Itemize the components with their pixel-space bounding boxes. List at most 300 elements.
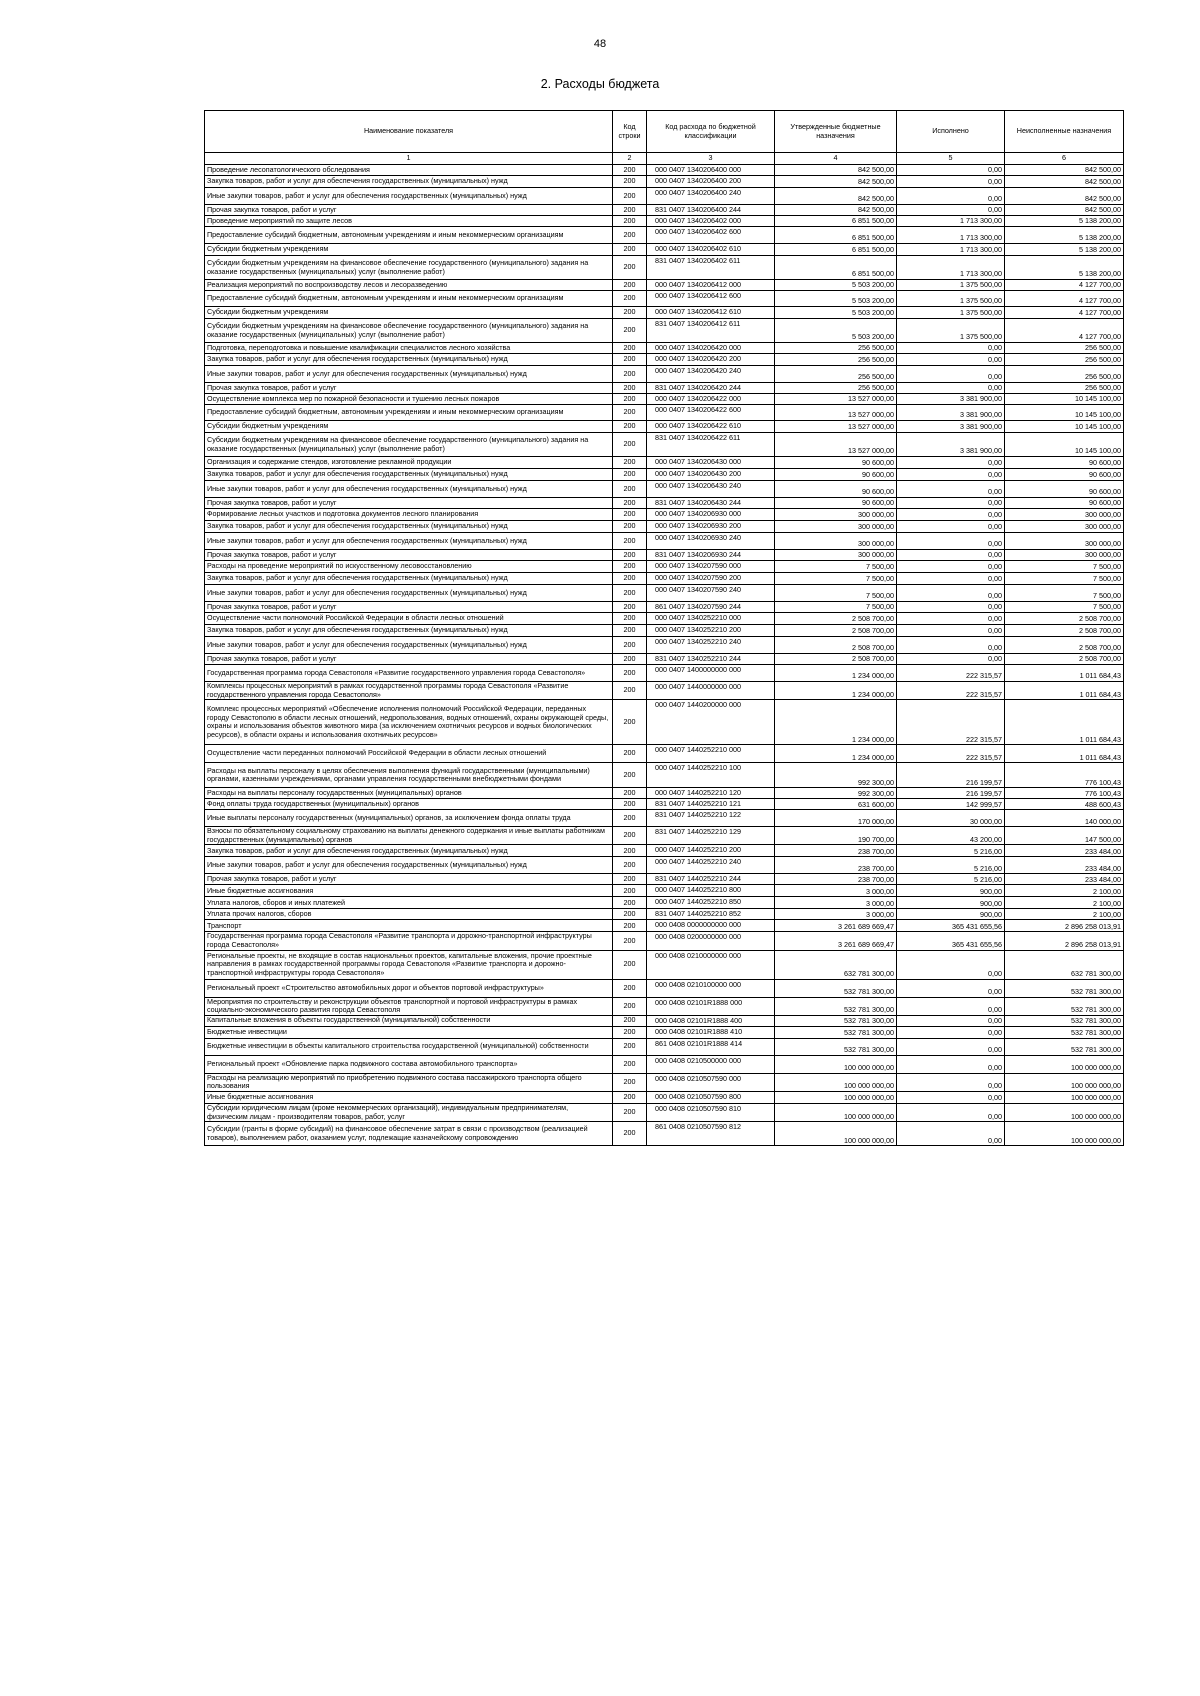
cell-unexecuted: 2 508 700,00 (1005, 625, 1124, 637)
cell-line: 200 (613, 654, 647, 665)
cell-executed: 0,00 (897, 625, 1005, 637)
cell-line: 200 (613, 573, 647, 585)
table-row (205, 366, 1124, 383)
cell-name: Комплекс процессных мероприятий «Обеспечение исполнения полномочий Российской Федерации, переданных городу Севастополю в области лесных отношений, недропользования, водных отношений, охраны окружающей среды, охраны и использования объектов животного мира (за исключением охотничьих ресурсов и водных биологических ресурсов), в области охраны и использования охотничьих ресурсов» (205, 700, 613, 745)
document-title: 2. Расходы бюджета (540, 77, 660, 91)
table-row (205, 950, 1124, 979)
cell-line: 200 (613, 1015, 647, 1026)
cell-line: 200 (613, 469, 647, 481)
cell-executed: 0,00 (897, 521, 1005, 533)
cell-line: 200 (613, 244, 647, 256)
cell-code: 000 0407 1340206400 240 (647, 188, 775, 205)
cell-approved: 842 500,00 (775, 205, 897, 216)
table-row (205, 405, 1124, 421)
cell-line: 200 (613, 354, 647, 366)
cell-name: Формирование лесных участков и подготовка документов лесного планирования (205, 509, 613, 521)
cell-code: 000 0407 1340206402 600 (647, 227, 775, 244)
cell-line: 200 (613, 291, 647, 307)
table-row (205, 602, 1124, 613)
cell-executed: 0,00 (897, 602, 1005, 613)
cell-line: 200 (613, 909, 647, 920)
cell-approved: 5 503 200,00 (775, 280, 897, 291)
cell-unexecuted: 90 600,00 (1005, 469, 1124, 481)
cell-executed: 1 375 500,00 (897, 307, 1005, 319)
cell-code: 000 0407 1440252210 200 (647, 845, 775, 857)
table-row (205, 498, 1124, 509)
cell-executed: 222 315,57 (897, 665, 1005, 682)
cell-code: 000 0407 1340206422 610 (647, 421, 775, 433)
cell-line: 200 (613, 319, 647, 343)
cell-code: 000 0407 1340207590 200 (647, 573, 775, 585)
cell-name: Субсидии бюджетным учреждениям на финансовое обеспечение государственного (муниципального) задания на оказание государственных (муниципальных) услуг (выполнение работ) (205, 433, 613, 457)
cell-unexecuted: 147 500,00 (1005, 827, 1124, 845)
cell-approved: 256 500,00 (775, 343, 897, 354)
cell-name: Прочая закупка товаров, работ и услуг (205, 654, 613, 665)
page-number: 48 (593, 38, 607, 50)
cell-unexecuted: 632 781 300,00 (1005, 950, 1124, 979)
cell-line: 200 (613, 637, 647, 654)
cell-executed: 0,00 (897, 654, 1005, 665)
cell-approved: 2 508 700,00 (775, 637, 897, 654)
cell-line: 200 (613, 745, 647, 763)
cell-code: 000 0407 1340206430 000 (647, 457, 775, 469)
cell-unexecuted: 233 484,00 (1005, 845, 1124, 857)
cell-name: Проведение лесопатологического обследования (205, 165, 613, 176)
cell-line: 200 (613, 979, 647, 997)
cell-unexecuted: 10 145 100,00 (1005, 394, 1124, 405)
cell-unexecuted: 2 508 700,00 (1005, 637, 1124, 654)
cell-approved: 842 500,00 (775, 188, 897, 205)
cell-approved: 90 600,00 (775, 498, 897, 509)
cell-code: 000 0407 1440252210 120 (647, 788, 775, 799)
cell-executed: 5 216,00 (897, 845, 1005, 857)
cell-executed: 1 713 300,00 (897, 256, 1005, 280)
cell-executed: 900,00 (897, 897, 1005, 909)
cell-unexecuted: 7 500,00 (1005, 561, 1124, 573)
cell-line: 200 (613, 550, 647, 561)
cell-code: 831 0407 1340206430 244 (647, 498, 775, 509)
cell-approved: 532 781 300,00 (775, 1038, 897, 1055)
table-row (205, 561, 1124, 573)
table-row (205, 932, 1124, 950)
header-expense-code: Код расхода по бюджетной классификации (647, 111, 775, 153)
cell-executed: 0,00 (897, 469, 1005, 481)
cell-executed: 0,00 (897, 366, 1005, 383)
cell-code: 000 0407 1340252210 000 (647, 613, 775, 625)
cell-line: 200 (613, 1091, 647, 1103)
cell-approved: 992 300,00 (775, 763, 897, 788)
cell-approved: 13 527 000,00 (775, 405, 897, 421)
cell-code: 831 0407 1340206400 244 (647, 205, 775, 216)
table-row (205, 188, 1124, 205)
cell-approved: 238 700,00 (775, 857, 897, 874)
cell-line: 200 (613, 1073, 647, 1091)
cell-line: 200 (613, 874, 647, 885)
column-number: 5 (897, 153, 1005, 165)
table-row (205, 1091, 1124, 1103)
cell-approved: 300 000,00 (775, 533, 897, 550)
cell-line: 200 (613, 366, 647, 383)
cell-code: 000 0408 02101R1888 410 (647, 1026, 775, 1038)
table-row (205, 763, 1124, 788)
cell-unexecuted: 256 500,00 (1005, 343, 1124, 354)
cell-line: 200 (613, 176, 647, 188)
table-row (205, 319, 1124, 343)
table-row (205, 343, 1124, 354)
cell-code: 831 0407 1440252210 129 (647, 827, 775, 845)
cell-name: Иные закупки товаров, работ и услуг для обеспечения государственных (муниципальных) нужд (205, 481, 613, 498)
cell-executed: 0,00 (897, 498, 1005, 509)
table-row (205, 810, 1124, 827)
cell-executed: 900,00 (897, 909, 1005, 920)
table-row (205, 920, 1124, 932)
cell-code: 000 0407 1340206422 000 (647, 394, 775, 405)
cell-code: 000 0407 1440000000 000 (647, 682, 775, 700)
cell-executed: 3 381 900,00 (897, 405, 1005, 421)
cell-unexecuted: 4 127 700,00 (1005, 291, 1124, 307)
cell-line: 200 (613, 1122, 647, 1146)
budget-expenses-table (204, 110, 1124, 1146)
cell-approved: 5 503 200,00 (775, 319, 897, 343)
cell-executed: 0,00 (897, 950, 1005, 979)
cell-approved: 7 500,00 (775, 585, 897, 602)
cell-approved: 100 000 000,00 (775, 1091, 897, 1103)
cell-executed: 900,00 (897, 885, 1005, 897)
cell-executed: 1 375 500,00 (897, 319, 1005, 343)
table-row (205, 165, 1124, 176)
cell-line: 200 (613, 433, 647, 457)
cell-approved: 5 503 200,00 (775, 307, 897, 319)
cell-name: Субсидии бюджетным учреждениям (205, 421, 613, 433)
cell-name: Региональный проект «Обновление парка подвижного состава автомобильного транспорта» (205, 1055, 613, 1073)
cell-name: Субсидии бюджетным учреждениям (205, 307, 613, 319)
cell-name: Расходы на выплаты персоналу государственных (муниципальных) органов (205, 788, 613, 799)
cell-code: 000 0408 0210507590 800 (647, 1091, 775, 1103)
cell-name: Иные закупки товаров, работ и услуг для обеспечения государственных (муниципальных) нужд (205, 857, 613, 874)
cell-executed: 0,00 (897, 585, 1005, 602)
cell-line: 200 (613, 383, 647, 394)
table-row (205, 799, 1124, 810)
cell-line: 200 (613, 602, 647, 613)
cell-line: 200 (613, 216, 647, 227)
column-number: 1 (205, 153, 613, 165)
table-row (205, 845, 1124, 857)
cell-unexecuted: 1 011 684,43 (1005, 745, 1124, 763)
cell-name: Субсидии бюджетным учреждениям на финансовое обеспечение государственного (муниципального) задания на оказание государственных (муниципальных) услуг (выполнение работ) (205, 319, 613, 343)
cell-approved: 532 781 300,00 (775, 979, 897, 997)
cell-approved: 100 000 000,00 (775, 1122, 897, 1146)
cell-executed: 1 713 300,00 (897, 244, 1005, 256)
cell-code: 000 0408 02101R1888 000 (647, 997, 775, 1015)
cell-code: 000 0407 1340206412 600 (647, 291, 775, 307)
cell-name: Прочая закупка товаров, работ и услуг (205, 383, 613, 394)
cell-unexecuted: 7 500,00 (1005, 585, 1124, 602)
cell-name: Закупка товаров, работ и услуг для обеспечения государственных (муниципальных) нужд (205, 469, 613, 481)
cell-executed: 0,00 (897, 979, 1005, 997)
table-row (205, 1073, 1124, 1091)
cell-code: 000 0407 1340206402 000 (647, 216, 775, 227)
cell-unexecuted: 842 500,00 (1005, 165, 1124, 176)
header-approved: Утвержденные бюджетные назначения (775, 111, 897, 153)
cell-approved: 992 300,00 (775, 788, 897, 799)
cell-code: 831 0407 1440252210 852 (647, 909, 775, 920)
cell-approved: 7 500,00 (775, 573, 897, 585)
cell-name: Субсидии (гранты в форме субсидий) на финансовое обеспечение затрат в связи с производством (реализацией товаров), выполнением работ, оказанием услуг, подлежащие казначейскому сопровождению (205, 1122, 613, 1146)
cell-approved: 6 851 500,00 (775, 244, 897, 256)
cell-code: 000 0407 1340206400 200 (647, 176, 775, 188)
cell-approved: 632 781 300,00 (775, 950, 897, 979)
cell-unexecuted: 5 138 200,00 (1005, 216, 1124, 227)
cell-code: 000 0408 02101R1888 400 (647, 1015, 775, 1026)
cell-executed: 3 381 900,00 (897, 421, 1005, 433)
cell-executed: 142 999,57 (897, 799, 1005, 810)
cell-executed: 0,00 (897, 1073, 1005, 1091)
cell-unexecuted: 5 138 200,00 (1005, 227, 1124, 244)
cell-code: 831 0407 1340206420 244 (647, 383, 775, 394)
table-row (205, 533, 1124, 550)
cell-code: 000 0407 1340206930 000 (647, 509, 775, 521)
cell-code: 000 0407 1440200000 000 (647, 700, 775, 745)
cell-unexecuted: 4 127 700,00 (1005, 280, 1124, 291)
cell-unexecuted: 532 781 300,00 (1005, 997, 1124, 1015)
cell-line: 200 (613, 521, 647, 533)
table-row (205, 585, 1124, 602)
cell-executed: 0,00 (897, 1026, 1005, 1038)
cell-name: Государственная программа города Севастополя «Развитие транспорта и дорожно-транспортной инфраструктуры города Севастополя» (205, 932, 613, 950)
cell-unexecuted: 256 500,00 (1005, 366, 1124, 383)
cell-unexecuted: 2 100,00 (1005, 885, 1124, 897)
cell-line: 200 (613, 799, 647, 810)
cell-name: Региональный проект «Строительство автомобильных дорог и объектов портовой инфраструктуры» (205, 979, 613, 997)
cell-name: Закупка товаров, работ и услуг для обеспечения государственных (муниципальных) нужд (205, 354, 613, 366)
table-row (205, 613, 1124, 625)
cell-approved: 3 000,00 (775, 909, 897, 920)
cell-unexecuted: 1 011 684,43 (1005, 700, 1124, 745)
cell-executed: 216 199,57 (897, 788, 1005, 799)
cell-line: 200 (613, 481, 647, 498)
cell-line: 200 (613, 343, 647, 354)
table-row (205, 1038, 1124, 1055)
cell-code: 831 0407 1440252210 244 (647, 874, 775, 885)
cell-line: 200 (613, 498, 647, 509)
cell-approved: 7 500,00 (775, 561, 897, 573)
cell-name: Реализация мероприятий по воспроизводству лесов и лесоразведению (205, 280, 613, 291)
table-row (205, 654, 1124, 665)
cell-unexecuted: 7 500,00 (1005, 602, 1124, 613)
cell-name: Государственная программа города Севастополя «Развитие государственного управления города Севастополя» (205, 665, 613, 682)
cell-name: Прочая закупка товаров, работ и услуг (205, 550, 613, 561)
cell-approved: 90 600,00 (775, 457, 897, 469)
cell-code: 000 0407 1340206930 200 (647, 521, 775, 533)
cell-approved: 13 527 000,00 (775, 433, 897, 457)
table-row (205, 256, 1124, 280)
cell-code: 000 0407 1440252210 850 (647, 897, 775, 909)
cell-approved: 170 000,00 (775, 810, 897, 827)
cell-approved: 100 000 000,00 (775, 1073, 897, 1091)
cell-code: 831 0407 1340206412 611 (647, 319, 775, 343)
table-header-row (205, 111, 1124, 153)
cell-name: Мероприятия по строительству и реконструкции объектов транспортной и портовой инфраструктуры в рамках социально-экономического развития города Севастополя (205, 997, 613, 1015)
cell-line: 200 (613, 205, 647, 216)
cell-name: Субсидии бюджетным учреждениям (205, 244, 613, 256)
cell-approved: 6 851 500,00 (775, 216, 897, 227)
cell-approved: 7 500,00 (775, 602, 897, 613)
cell-executed: 222 315,57 (897, 700, 1005, 745)
table-row (205, 909, 1124, 920)
cell-unexecuted: 300 000,00 (1005, 521, 1124, 533)
cell-line: 200 (613, 457, 647, 469)
cell-code: 000 0407 1340206430 240 (647, 481, 775, 498)
table-row (205, 176, 1124, 188)
cell-executed: 0,00 (897, 1091, 1005, 1103)
cell-name: Субсидии юридическим лицам (кроме некоммерческих организаций), индивидуальным предпринимателям, физическим лицам - производителям товаров, работ, услуг (205, 1103, 613, 1121)
cell-unexecuted: 90 600,00 (1005, 457, 1124, 469)
cell-code: 000 0408 0210100000 000 (647, 979, 775, 997)
cell-line: 200 (613, 509, 647, 521)
cell-executed: 222 315,57 (897, 682, 1005, 700)
cell-code: 000 0408 0210500000 000 (647, 1055, 775, 1073)
cell-line: 200 (613, 857, 647, 874)
cell-executed: 0,00 (897, 1015, 1005, 1026)
cell-unexecuted: 90 600,00 (1005, 481, 1124, 498)
cell-line: 200 (613, 1055, 647, 1073)
cell-name: Организация и содержание стендов, изготовление рекламной продукции (205, 457, 613, 469)
cell-approved: 100 000 000,00 (775, 1103, 897, 1121)
cell-code: 000 0408 0210000000 000 (647, 950, 775, 979)
header-executed: Исполнено (897, 111, 1005, 153)
cell-line: 200 (613, 165, 647, 176)
cell-approved: 631 600,00 (775, 799, 897, 810)
cell-name: Прочая закупка товаров, работ и услуг (205, 498, 613, 509)
table-row (205, 874, 1124, 885)
cell-unexecuted: 100 000 000,00 (1005, 1091, 1124, 1103)
table-row (205, 827, 1124, 845)
cell-executed: 0,00 (897, 354, 1005, 366)
cell-line: 200 (613, 682, 647, 700)
cell-name: Уплата налогов, сборов и иных платежей (205, 897, 613, 909)
cell-code: 000 0407 1340252210 200 (647, 625, 775, 637)
cell-approved: 1 234 000,00 (775, 745, 897, 763)
cell-code: 000 0407 1440252210 800 (647, 885, 775, 897)
cell-name: Предоставление субсидий бюджетным, автономным учреждениям и иным некоммерческим организациям (205, 291, 613, 307)
cell-approved: 238 700,00 (775, 874, 897, 885)
cell-code: 831 0407 1340206402 611 (647, 256, 775, 280)
table-row (205, 205, 1124, 216)
cell-executed: 43 200,00 (897, 827, 1005, 845)
cell-unexecuted: 2 508 700,00 (1005, 654, 1124, 665)
table-row (205, 1055, 1124, 1073)
cell-unexecuted: 10 145 100,00 (1005, 433, 1124, 457)
cell-line: 200 (613, 810, 647, 827)
cell-code: 000 0408 0210507590 000 (647, 1073, 775, 1091)
cell-name: Прочая закупка товаров, работ и услуг (205, 874, 613, 885)
cell-code: 000 0408 0200000000 000 (647, 932, 775, 950)
cell-unexecuted: 532 781 300,00 (1005, 1026, 1124, 1038)
cell-line: 200 (613, 188, 647, 205)
cell-unexecuted: 4 127 700,00 (1005, 307, 1124, 319)
cell-unexecuted: 1 011 684,43 (1005, 665, 1124, 682)
cell-line: 200 (613, 932, 647, 950)
cell-executed: 0,00 (897, 1038, 1005, 1055)
table-row (205, 1122, 1124, 1146)
cell-unexecuted: 10 145 100,00 (1005, 405, 1124, 421)
cell-line: 200 (613, 227, 647, 244)
cell-unexecuted: 100 000 000,00 (1005, 1122, 1124, 1146)
table-row (205, 550, 1124, 561)
cell-name: Предоставление субсидий бюджетным, автономным учреждениям и иным некоммерческим организациям (205, 405, 613, 421)
cell-name: Региональные проекты, не входящие в состав национальных проектов, капитальные вложения, прочие проектные направления в рамках государственной программы города Севастополя «Развитие транспорта и дорожно-транспортной инфраструктуры города Севастополя» (205, 950, 613, 979)
table-row (205, 469, 1124, 481)
cell-line: 200 (613, 533, 647, 550)
cell-approved: 3 000,00 (775, 885, 897, 897)
cell-name: Прочая закупка товаров, работ и услуг (205, 205, 613, 216)
cell-unexecuted: 776 100,43 (1005, 788, 1124, 799)
cell-name: Иные закупки товаров, работ и услуг для обеспечения государственных (муниципальных) нужд (205, 188, 613, 205)
cell-approved: 256 500,00 (775, 354, 897, 366)
cell-executed: 0,00 (897, 343, 1005, 354)
cell-unexecuted: 100 000 000,00 (1005, 1103, 1124, 1121)
cell-executed: 0,00 (897, 205, 1005, 216)
cell-name: Расходы на реализацию мероприятий по приобретению подвижного состава пассажирского транспорта общего пользования (205, 1073, 613, 1091)
table-body (205, 165, 1124, 1146)
cell-line: 200 (613, 561, 647, 573)
cell-unexecuted: 4 127 700,00 (1005, 319, 1124, 343)
cell-unexecuted: 5 138 200,00 (1005, 256, 1124, 280)
table-row (205, 383, 1124, 394)
cell-code: 000 0407 1340207590 000 (647, 561, 775, 573)
cell-unexecuted: 842 500,00 (1005, 188, 1124, 205)
cell-code: 000 0407 1440252210 100 (647, 763, 775, 788)
cell-code: 000 0407 1340252210 240 (647, 637, 775, 654)
cell-line: 200 (613, 307, 647, 319)
cell-approved: 100 000 000,00 (775, 1055, 897, 1073)
table-row (205, 625, 1124, 637)
cell-name: Капитальные вложения в объекты государственной (муниципальной) собственности (205, 1015, 613, 1026)
cell-line: 200 (613, 700, 647, 745)
cell-line: 200 (613, 1038, 647, 1055)
table-row (205, 897, 1124, 909)
cell-code: 000 0407 1440252210 240 (647, 857, 775, 874)
cell-approved: 90 600,00 (775, 481, 897, 498)
cell-line: 200 (613, 280, 647, 291)
cell-name: Иные бюджетные ассигнования (205, 1091, 613, 1103)
cell-line: 200 (613, 885, 647, 897)
cell-line: 200 (613, 585, 647, 602)
table-row (205, 307, 1124, 319)
cell-line: 200 (613, 920, 647, 932)
cell-approved: 1 234 000,00 (775, 700, 897, 745)
cell-approved: 532 781 300,00 (775, 997, 897, 1015)
cell-approved: 190 700,00 (775, 827, 897, 845)
cell-approved: 1 234 000,00 (775, 665, 897, 682)
cell-code: 000 0407 1340206420 200 (647, 354, 775, 366)
cell-unexecuted: 2 100,00 (1005, 897, 1124, 909)
cell-code: 000 0407 1340206430 200 (647, 469, 775, 481)
table-row (205, 665, 1124, 682)
table-row (205, 885, 1124, 897)
cell-line: 200 (613, 394, 647, 405)
cell-name: Комплексы процессных мероприятий в рамках государственной программы города Севастополя «Развитие государственного управления города Севастополя» (205, 682, 613, 700)
cell-executed: 0,00 (897, 1055, 1005, 1073)
cell-approved: 6 851 500,00 (775, 256, 897, 280)
cell-executed: 1 375 500,00 (897, 291, 1005, 307)
table-row (205, 637, 1124, 654)
cell-code: 000 0408 0210507590 810 (647, 1103, 775, 1121)
cell-unexecuted: 90 600,00 (1005, 498, 1124, 509)
cell-unexecuted: 2 508 700,00 (1005, 613, 1124, 625)
cell-executed: 1 713 300,00 (897, 216, 1005, 227)
cell-name: Подготовка, переподготовка и повышение квалификации специалистов лесного хозяйства (205, 343, 613, 354)
